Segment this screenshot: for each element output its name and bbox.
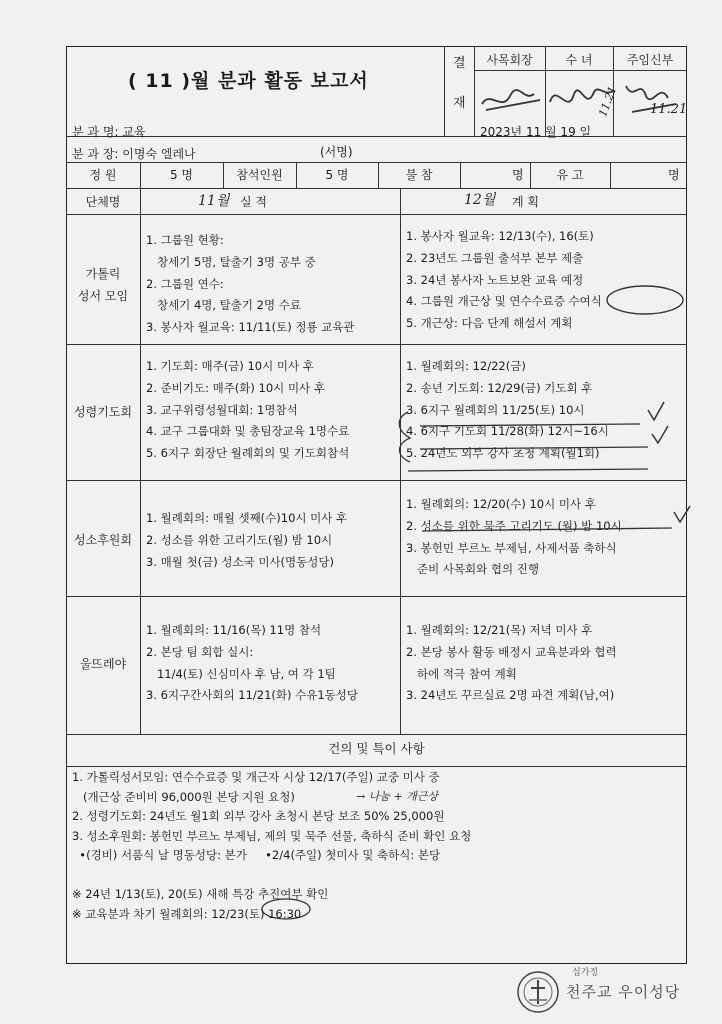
list-item: 4. 6지구 기도회 11/28(화) 12시~16시	[406, 424, 609, 439]
list-item: 3. 봉헌민 부르노 부제님, 사제서품 축하식	[406, 540, 617, 555]
list-item: 3. 24년도 꾸르실료 2명 파견 계획(남,여)	[406, 688, 615, 703]
absent-label: 불 참	[405, 168, 433, 182]
church-name: 천주교 우이성당	[566, 983, 681, 1001]
list-item: 2. 성소를 위한 묵주 고리기도 (월) 밤 10시	[406, 518, 622, 533]
list-item: 2. 23년도 그룹원 출석부 본부 제출	[406, 250, 584, 265]
footer-small-text: 십가정	[572, 968, 599, 978]
list-item: 2. 송년 기도회: 12/29(금) 기도회 후	[406, 380, 593, 395]
church-seal-icon	[516, 970, 560, 1014]
underline-mark	[422, 528, 672, 531]
list-item: 5. 개근상: 다음 단계 해설서 계획	[406, 316, 573, 331]
check-mark	[652, 426, 668, 443]
notes-title: 건의 및 특이 사항	[328, 741, 425, 756]
list-item: 창세기 4명, 탈출기 2명 수료	[146, 298, 301, 313]
group-name-spirit: 성령기도회	[74, 405, 132, 419]
list-item: 1. 월례회의: 11/16(목) 11명 참석	[146, 623, 322, 637]
page-title: ( 11 )월 분과 활동 보고서	[128, 70, 369, 92]
check-mark	[648, 402, 664, 420]
list-item: 4. 그룹원 개근상 및 연수수료증 수여식	[406, 294, 602, 309]
list-item: 11/4(토) 신심미사 후 남, 여 각 1팀	[146, 666, 336, 681]
list-item: 2. 성소를 위한 고리기도(월) 밤 10시	[146, 532, 333, 547]
group-name-vocation: 성소후원회	[74, 533, 132, 547]
note-line: ※ 24년 1/13(토), 20(토) 새해 특강 추진여부 확인	[72, 887, 329, 901]
note-line: ※ 교육분과 차기 월례회의: 12/23(토) 16:30	[72, 906, 302, 921]
approver-chair: 사목회장	[486, 53, 533, 67]
present-value: 5 명	[325, 168, 349, 182]
approver-pastor: 주임신부	[626, 53, 674, 67]
report-date: 2023년 11 월 19 일	[480, 125, 592, 139]
list-item: 하에 적극 참여 계획	[406, 666, 517, 681]
list-item: 1. 그룹원 현황:	[146, 233, 224, 247]
note-line: •(경비) 서품식 날 명동성당: 본가 •2/4(주일) 첫미사 및 축하식: 본당	[72, 848, 441, 862]
list-item: 1. 월례회의: 12/22(금)	[406, 359, 526, 373]
note-line: 3. 성소후원회: 봉헌민 부르노 부제님, 제의 및 묵주 선물, 축하식 준비 확인 요청	[72, 828, 472, 843]
group-col-header: 단체명	[85, 195, 121, 209]
sign-label: (서명)	[320, 145, 353, 159]
list-item: 준비 사목회와 협의 진행	[406, 562, 540, 577]
excused-label: 유 고	[556, 168, 584, 182]
list-item: 1. 월례회의: 12/20(수) 10시 미사 후	[406, 497, 596, 511]
underline-mark	[420, 424, 640, 426]
dept-head: 분 과 장: 이명숙 엘레나	[72, 147, 196, 161]
list-item: 1. 봉사자 월교육: 12/13(수), 16(토)	[406, 229, 594, 243]
list-item: 3. 봉사자 월교육: 11/11(토) 정룡 교육관	[146, 320, 355, 335]
note-line: (개근상 준비비 96,000원 본당 지원 요청)	[72, 789, 295, 804]
plans-month-hand: 12월	[464, 192, 496, 208]
sister-date: 11.21	[596, 84, 620, 119]
dept-name: 분 과 명: 교육	[72, 125, 146, 139]
bracket-mark	[399, 412, 410, 462]
margin-handwriting: → 나눔 + 개근상	[356, 790, 439, 803]
check-mark	[674, 506, 690, 522]
approval-label-2: 재	[453, 96, 466, 111]
list-item: 2. 본당 봉사 활동 배정시 교육분과와 협력	[406, 644, 617, 659]
list-item: 5. 6지구 회장단 월례회의 및 기도회참석	[146, 446, 350, 461]
list-item: 4. 교구 그룹대화 및 총팀장교육 1명수료	[146, 424, 350, 439]
list-item: 2. 그룹원 연수:	[146, 276, 224, 291]
pastor-date: 11.21	[650, 102, 688, 117]
list-item: 3. 6지구간사회의 11/21(화) 수유1동성당	[146, 688, 358, 703]
list-item: 1. 기도회: 매주(금) 10시 미사 후	[146, 359, 314, 373]
approver-sister: 수 녀	[565, 53, 593, 67]
members-value: 5 명	[169, 168, 194, 182]
members-label: 정 원	[89, 168, 117, 182]
list-item: 2. 준비기도: 매주(화) 10시 미사 후	[146, 380, 325, 395]
present-label: 참석인원	[236, 168, 283, 182]
approval-label-1: 결	[453, 56, 466, 71]
plans-col-header: 계 획	[512, 195, 539, 209]
underline-mark	[408, 469, 648, 471]
group-name-bible-2: 성서 모임	[77, 289, 129, 303]
list-item: 3. 24년 봉사자 노트보완 교육 예정	[406, 272, 584, 287]
excused-value: 명	[668, 168, 680, 182]
group-name-bible-1: 가톨릭	[85, 267, 121, 281]
circle-mark	[607, 286, 683, 314]
results-month-hand: 11월	[198, 193, 230, 209]
list-item: 1. 월례회의: 매월 셋째(수)10시 미사 후	[146, 511, 348, 525]
group-name-ultreya: 울뜨레야	[79, 657, 127, 671]
list-item: 3. 6지구 월례회의 11/25(토) 10시	[406, 402, 585, 417]
note-line: 2. 성령기도회: 24년도 월1회 외부 강사 초청시 본당 보조 50% 25,000원	[72, 809, 445, 823]
list-item: 창세기 5명, 탈출기 3명 공부 중	[146, 254, 316, 269]
underline-mark	[420, 447, 648, 449]
list-item: 5. 24년도 외부 강사 초청 계획(월1회)	[406, 446, 600, 461]
note-line	[72, 866, 471, 886]
results-col-header: 실 적	[240, 195, 267, 209]
list-item: 1. 월례회의: 12/21(목) 저녁 미사 후	[406, 623, 593, 637]
absent-value: 명	[512, 168, 524, 182]
list-item: 2. 본당 팀 회합 실시:	[146, 644, 254, 659]
note-line: 1. 가톨릭성서모임: 연수수료증 및 개근자 시상 12/17(주일) 교중 미사 중	[72, 770, 440, 784]
list-item: 3. 교구위령성월대회: 1명참석	[146, 402, 298, 417]
list-item: 3. 매월 첫(금) 성소국 미사(명동성당)	[146, 554, 334, 569]
